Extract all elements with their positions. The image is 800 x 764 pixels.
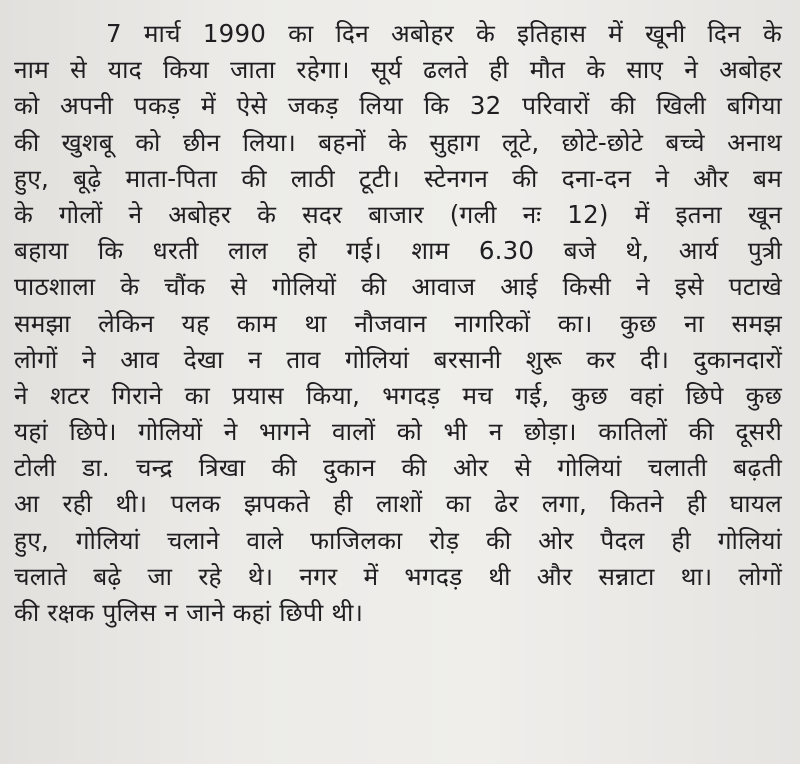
text-line-14: आ रही थी। पलक झपकते ही लाशों का ढेर लगा, कितने ही घायल bbox=[14, 489, 782, 519]
text-line-1: 7 मार्च 1990 का दिन अबोहर के इतिहास में खूनी दिन के bbox=[106, 19, 782, 48]
text-line-13: टोली डा. चन्द्र त्रिखा की दुकान की ओर से गोलियां चलाती बढ़ती bbox=[14, 453, 782, 483]
text-line-12: यहां छिपे। गोलियों ने भागने वालों को भी न छोड़ा। कातिलों की दूसरी bbox=[14, 417, 782, 447]
text-line-11: ने शटर गिराने का प्रयास किया, भगदड़ मच गई, कुछ वहां छिपे कुछ bbox=[14, 380, 782, 410]
text-line-9: समझा लेकिन यह काम था नौजवान नागरिकों का। कुछ ना समझ bbox=[14, 308, 782, 338]
text-line-6: के गोलों ने अबोहर के सदर बाजार (गली नः 12) में इतना खून bbox=[14, 199, 782, 229]
paragraph bbox=[14, 16, 782, 631]
text-line-4: की खुशबू को छीन लिया। बहनों के सुहाग लूटे, छोटे-छोटे बच्चे अनाथ bbox=[14, 127, 782, 157]
text-line-5: हुए, बूढ़े माता-पिता की लाठी टूटी। स्टेनगन की दना-दन ने और बम bbox=[14, 163, 782, 193]
text-line-16: चलाते बढ़े जा रहे थे। नगर में भगदड़ थी और सन्नाटा था। लोगों bbox=[14, 561, 782, 591]
text-line-2: नाम से याद किया जाता रहेगा। सूर्य ढलते ही मौत के साए ने अबोहर bbox=[14, 55, 782, 85]
text-line-8: पाठशाला के चौंक से गोलियों की आवाज आई किसी ने इसे पटाखे bbox=[14, 272, 782, 302]
text-line-10: लोगों ने आव देखा न ताव गोलियां बरसानी शुरू कर दी। दुकानदारों bbox=[14, 344, 782, 374]
text-line-3: को अपनी पकड़ में ऐसे जकड़ लिया कि 32 परिवारों की खिली बगिया bbox=[14, 91, 782, 121]
text-line-17: की रक्षक पुलिस न जाने कहां छिपी थी। bbox=[14, 598, 364, 627]
text-line-7: बहाया कि धरती लाल हो गई। शाम 6.30 बजे थे, आर्य पुत्री bbox=[14, 236, 782, 266]
text-line-15: हुए, गोलियां चलाने वाले फाजिलका रोड़ की ओर पैदल ही गोलियां bbox=[14, 525, 782, 555]
